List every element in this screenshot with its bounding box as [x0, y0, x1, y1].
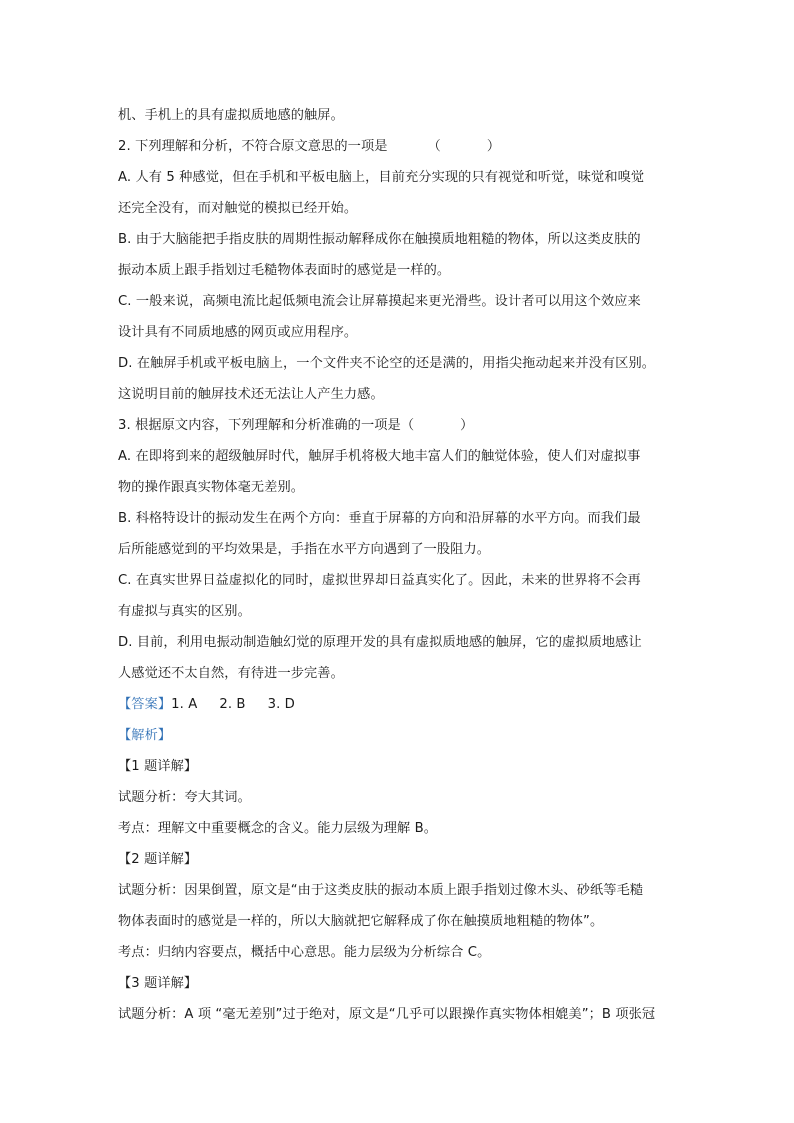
q1-detail-title: 【1 题详解】 — [118, 759, 198, 774]
answer-line — [118, 689, 678, 720]
q2-point: 考点：归纳内容要点，概括中心意思。能力层级为分析综合 C。 — [118, 945, 491, 960]
option-2b-cont: 振动本质上跟手指划过毛糙物体表面时的感觉是一样的。 — [118, 263, 451, 278]
answer-2: 2. B — [219, 697, 246, 712]
answer-label: 【答案】 — [118, 697, 172, 712]
close-paren: ） — [460, 418, 474, 433]
document-page — [118, 100, 678, 1030]
question-3-text: 3. 根据原文内容，下列理解和分析准确的一项是（ — [118, 418, 415, 433]
option-3c-cont: 有虚拟与真实的区别。 — [118, 604, 251, 619]
option-3d: D. 目前，利用电振动制造触幻觉的原理开发的具有虚拟质地感的触屏，它的虚拟质地感让 — [118, 635, 642, 650]
question-2-stem — [118, 131, 678, 162]
option-2b: B. 由于大脑能把手指皮肤的周期性振动解释成你在触摸质地粗糙的物体，所以这类皮肤的 — [118, 232, 641, 247]
open-paren: （ — [427, 139, 441, 154]
option-3b: B. 科格特设计的振动发生在两个方向：垂直于屏幕的方向和沿屏幕的水平方向。而我们最 — [118, 511, 641, 526]
q3-analysis: 试题分析：A 项 “毫无差别”过于绝对，原文是“几乎可以跟操作真实物体相媲美”；B 项张冠 — [118, 1007, 656, 1022]
q2-detail-title: 【2 题详解】 — [118, 852, 198, 867]
q2-analysis-cont: 物体表面时的感觉是一样的，所以大脑就把它解释成了你在触摸质地粗糙的物体”。 — [118, 914, 604, 929]
option-2a: A. 人有 5 种感觉，但在手机和平板电脑上，目前充分实现的只有视觉和听觉，味觉和嗅觉 — [118, 170, 645, 185]
option-2c: C. 一般来说，高频电流比起低频电流会让屏幕摸起来更光滑些。设计者可以用这个效应来 — [118, 294, 641, 309]
q1-analysis: 试题分析：夸大其词。 — [118, 790, 251, 805]
option-3b-cont: 后所能感觉到的平均效果是，手指在水平方向遇到了一股阻力。 — [118, 542, 491, 557]
answer-3: 3. D — [267, 697, 295, 712]
q1-point: 考点：理解文中重要概念的含义。能力层级为理解 B。 — [118, 821, 438, 836]
question-3-stem — [118, 410, 678, 441]
close-paren: ） — [486, 139, 501, 154]
option-3c: C. 在真实世界日益虚拟化的同时，虚拟世界却日益真实化了。因此，未来的世界将不会再 — [118, 573, 641, 588]
option-2c-cont: 设计具有不同质地感的网页或应用程序。 — [118, 325, 358, 340]
option-3a-cont: 物的操作跟真实物体毫无差别。 — [118, 480, 305, 495]
text-line: 机、手机上的具有虚拟质地感的触屏。 — [118, 108, 344, 123]
option-2a-cont: 还完全没有，而对触觉的模拟已经开始。 — [118, 201, 358, 216]
option-3a: A. 在即将到来的超级触屏时代，触屏手机将极大地丰富人们的触觉体验，使人们对虚拟事 — [118, 449, 641, 464]
option-2d: D. 在触屏手机或平板电脑上，一个文件夹不论空的还是满的，用指尖拖动起来并没有区别。 — [118, 356, 656, 371]
q3-detail-title: 【3 题详解】 — [118, 976, 198, 991]
option-3d-cont: 人感觉还不太自然，有待进一步完善。 — [118, 666, 344, 681]
q2-analysis: 试题分析：因果倒置，原文是“由于这类皮肤的振动本质上跟手指划过像木头、砂纸等毛糙 — [118, 883, 644, 898]
question-2-text: 2. 下列理解和分析，不符合原文意思的一项是 — [118, 139, 388, 154]
analysis-label: 【解析】 — [118, 728, 172, 743]
option-2d-cont: 这说明目前的触屏技术还无法让人产生力感。 — [118, 387, 384, 402]
answer-1: 1. A — [171, 697, 198, 712]
